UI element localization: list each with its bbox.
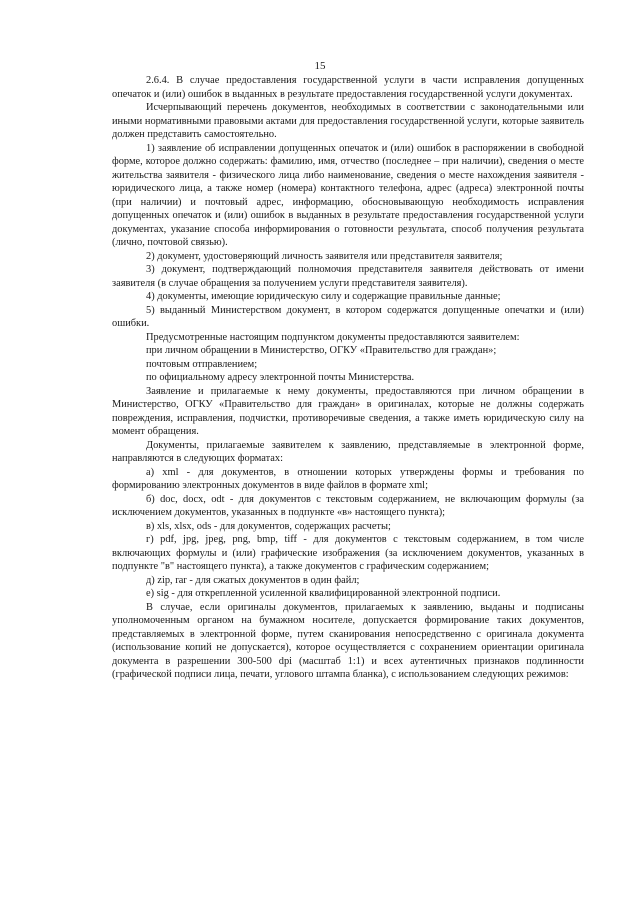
format-item-d-pdf: г) pdf, jpg, jpeg, png, bmp, tiff - для документов с текстовым содержанием, в том числе включающих формулы и (или) графические изображения (за исключением документов, указанных в подпункте "в" настоящего пункта), а также документов с графическим содержанием;: [112, 534, 584, 572]
list-item-4-legal-documents: 4) документы, имеющие юридическую силу и содержащие правильные данные;: [146, 291, 501, 302]
format-item-c-xls: в) xls, xlsx, ods - для документов, содержащих расчеты;: [146, 520, 391, 532]
section-heading-2-6-4: 2.6.4. В случае предоставления государственной услуги в части исправления допущенных опечаток и (или) ошибок в выданных в результате предоставления государственной услуги документах.: [112, 75, 584, 100]
paragraph-electronic-formats: Документы, прилагаемые заявителем к заявлению, представляемые в электронной форме, направляются в следующих форматах:: [112, 439, 584, 464]
paragraph-exhaustive-list: Исчерпывающий перечень документов, необходимых в соответствии с законодательными или иными нормативными правовыми актами для предоставления государственной услуги, которые заявитель должен представить самостоятельно.: [112, 102, 584, 140]
list-item-3-authority-document: 3) документ, подтверждающий полномочия представителя заявителя действовать от имени заявителя (в случае обращения за получением услуги представителя заявителя).: [112, 264, 584, 289]
list-item-5-issued-document: 5) выданный Министерством документ, в котором содержатся допущенные опечатки и (или) ошибки.: [112, 304, 584, 329]
method-postal: почтовым отправлением;: [146, 358, 258, 370]
page-number: 15: [314, 60, 326, 72]
format-item-b-doc: б) doc, docx, odt - для документов с текстовым содержанием, не включающим формулы (за исключением документов, указанных в подпункте «в» настоящего пункта);: [112, 493, 584, 518]
list-item-1-application: 1) заявление об исправлении допущенных опечаток и (или) ошибок в распоряжении в свободной форме, которое должно содержать: фамилию, имя, отчество (последнее – при наличии), сведения о месте жительства заявителя - физического лица либо наименование, сведения о месте нахождения заявителя - юридического лица, а также номер (номера) контактного телефона, адрес (адреса) электронной почты (при наличии) и почтовый адрес, информацию, обосновывающую необходимость исправления допущенных опечаток и (или) ошибок в выданных в результате предоставления государственной услуги документах, указание способа информирования о готовности результата, способ получения результата (лично, почтовой связью).: [112, 142, 584, 248]
list-item-2-identity-document: 2) документ, удостоверяющий личность заявителя или представителя заявителя;: [146, 250, 503, 262]
format-item-a-xml: а) xml - для документов, в отношении которых утверждены формы и требования по формированию электронных документов в виде файлов в формате xml;: [112, 466, 584, 491]
method-email: по официальному адресу электронной почты Министерства.: [146, 372, 415, 383]
paragraph-submission-methods: Предусмотренные настоящим подпунктом документы предоставляются заявителем:: [146, 331, 520, 343]
paragraph-originals-requirements: Заявление и прилагаемые к нему документы, предоставляются при личном обращении в Министерство, ОГКУ «Правительство для граждан» в оригиналах, которые не должны содержать повреждения, исправления, подчистки, противоречивые сведения, а также иметь юридическую силу на момент обращения.: [112, 385, 584, 437]
document-body: [112, 74, 584, 682]
format-item-f-sig: е) sig - для открепленной усиленной квалифицированной электронной подписи.: [146, 588, 501, 599]
paragraph-scanning-requirements: В случае, если оригиналы документов, прилагаемых к заявлению, выданы и подписаны уполномоченным органом на бумажном носителе, допускается формирование таких документов, представляемых в электронной форме, путем сканирования непосредственно с оригинала документа (использование копий не допускается), которое осуществляется с сохранением ориентации оригинала документа в разрешении 300-500 dpi (масштаб 1:1) и всех аутентичных признаков подлинности (графической подписи лица, печати, углового штампа бланка), с использованием следующих режимов:: [112, 601, 584, 680]
format-item-e-zip: д) zip, rar - для сжатых документов в один файл;: [146, 574, 360, 586]
method-in-person: при личном обращении в Министерство, ОГКУ «Правительство для граждан»;: [146, 345, 497, 356]
